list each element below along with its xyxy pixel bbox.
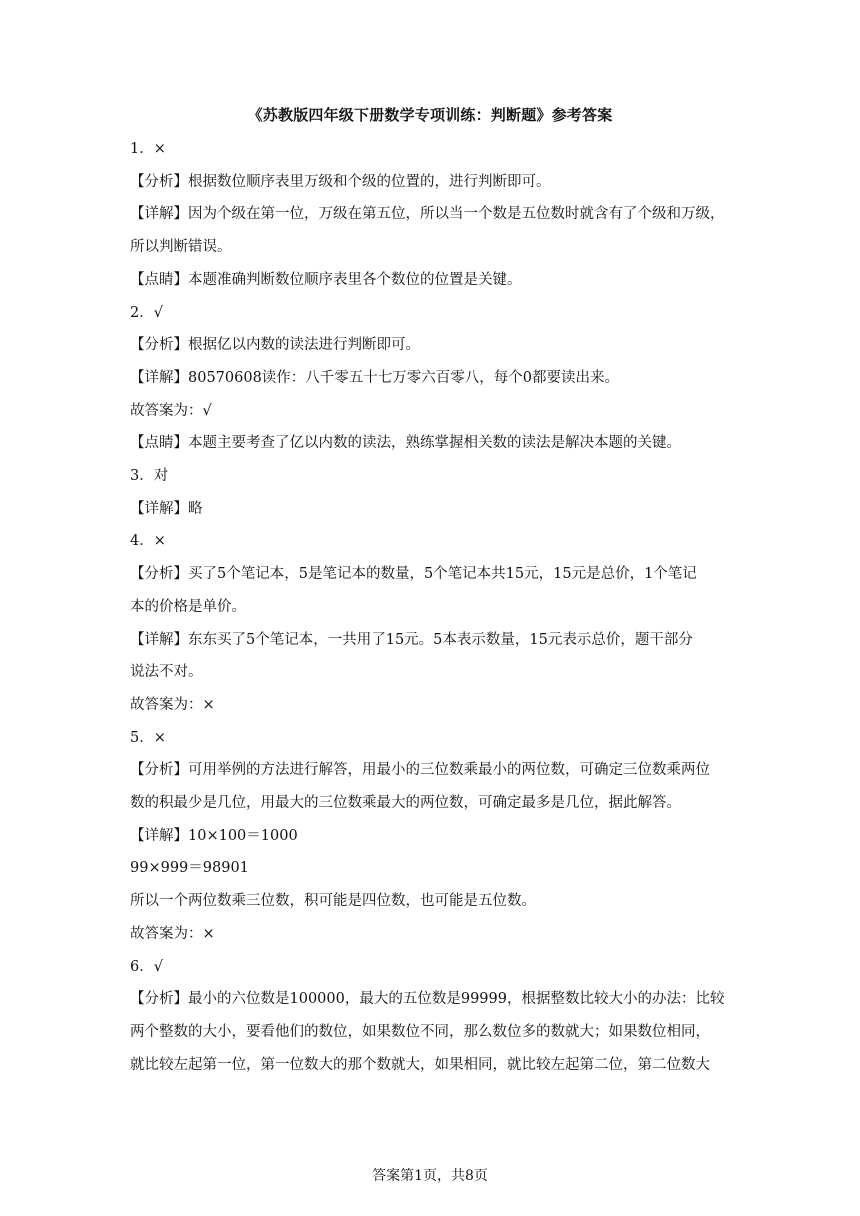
text-line: 【分析】根据亿以内数的读法进行判断即可。 bbox=[130, 337, 420, 354]
text-line: 【分析】买了5个笔记本，5是笔记本的数量，5个笔记本共15元，15元是总价，1个笔记 bbox=[130, 566, 697, 583]
text-line: 说法不对。 bbox=[130, 664, 203, 681]
text-line: 【分析】最小的六位数是100000，最大的五位数是99999，根据整数比较大小的办法：比较 bbox=[130, 991, 725, 1008]
text-line: 【分析】可用举例的方法进行解答，用最小的三位数乘最小的两位数，可确定三位数乘两位 bbox=[130, 762, 710, 779]
text-line: 【详解】80570608读作：八千零五十七万零六百零八，每个0都要读出来。 bbox=[130, 369, 620, 386]
text-line: 1．× bbox=[130, 141, 166, 157]
text-line: 本的价格是单价。 bbox=[130, 598, 246, 615]
text-line: 所以判断错误。 bbox=[130, 239, 232, 256]
text-line: 6．√ bbox=[130, 958, 163, 975]
text-line: 5．× bbox=[130, 729, 166, 746]
text-line: 数的积最少是几位，用最大的三位数乘最大的两位数，可确定最多是几位，据此解答。 bbox=[130, 795, 681, 812]
text-line: 两个整数的大小，要看他们的数位，如果数位不同，那么数位多的数就大；如果数位相同， bbox=[130, 1023, 710, 1040]
document-title: 《苏教版四年级下册数学专项训练：判断题》参考答案 bbox=[247, 106, 613, 124]
text-line: 就比较左起第一位，第一位数大的那个数就大，如果相同，就比较左起第二位，第二位数大 bbox=[130, 1056, 710, 1073]
text-line: 4．× bbox=[130, 533, 166, 550]
text-line: 【详解】10×100＝1000 bbox=[130, 827, 298, 844]
text-line: 2．√ bbox=[130, 304, 163, 321]
text-line: 所以一个两位数乘三位数，积可能是四位数，也可能是五位数。 bbox=[130, 893, 536, 910]
text-line: 3．对 bbox=[130, 468, 169, 485]
page-footer: 答案第1页，共8页 bbox=[372, 1168, 488, 1184]
text-line: 故答案为：× bbox=[130, 696, 215, 713]
text-line: 故答案为：√ bbox=[130, 402, 212, 419]
text-line: 故答案为：× bbox=[130, 925, 215, 942]
text-line: 【详解】因为个级在第一位，万级在第五位，所以当一个数是五位数时就含有了个级和万级， bbox=[130, 206, 725, 223]
text-line: 99×999＝98901 bbox=[130, 860, 249, 877]
text-line: 【点睛】本题主要考查了亿以内数的读法，熟练掌握相关数的读法是解决本题的关键。 bbox=[130, 435, 681, 452]
text-line: 【详解】略 bbox=[130, 500, 203, 517]
answer-content bbox=[130, 133, 730, 1081]
text-line: 【分析】根据数位顺序表里万级和个级的位置的，进行判断即可。 bbox=[130, 173, 551, 190]
text-line: 【点睛】本题准确判断数位顺序表里各个数位的位置是关键。 bbox=[130, 271, 522, 288]
text-line: 【详解】东东买了5个笔记本，一共用了15元。5本表示数量，15元表示总价，题干部分 bbox=[130, 631, 693, 648]
